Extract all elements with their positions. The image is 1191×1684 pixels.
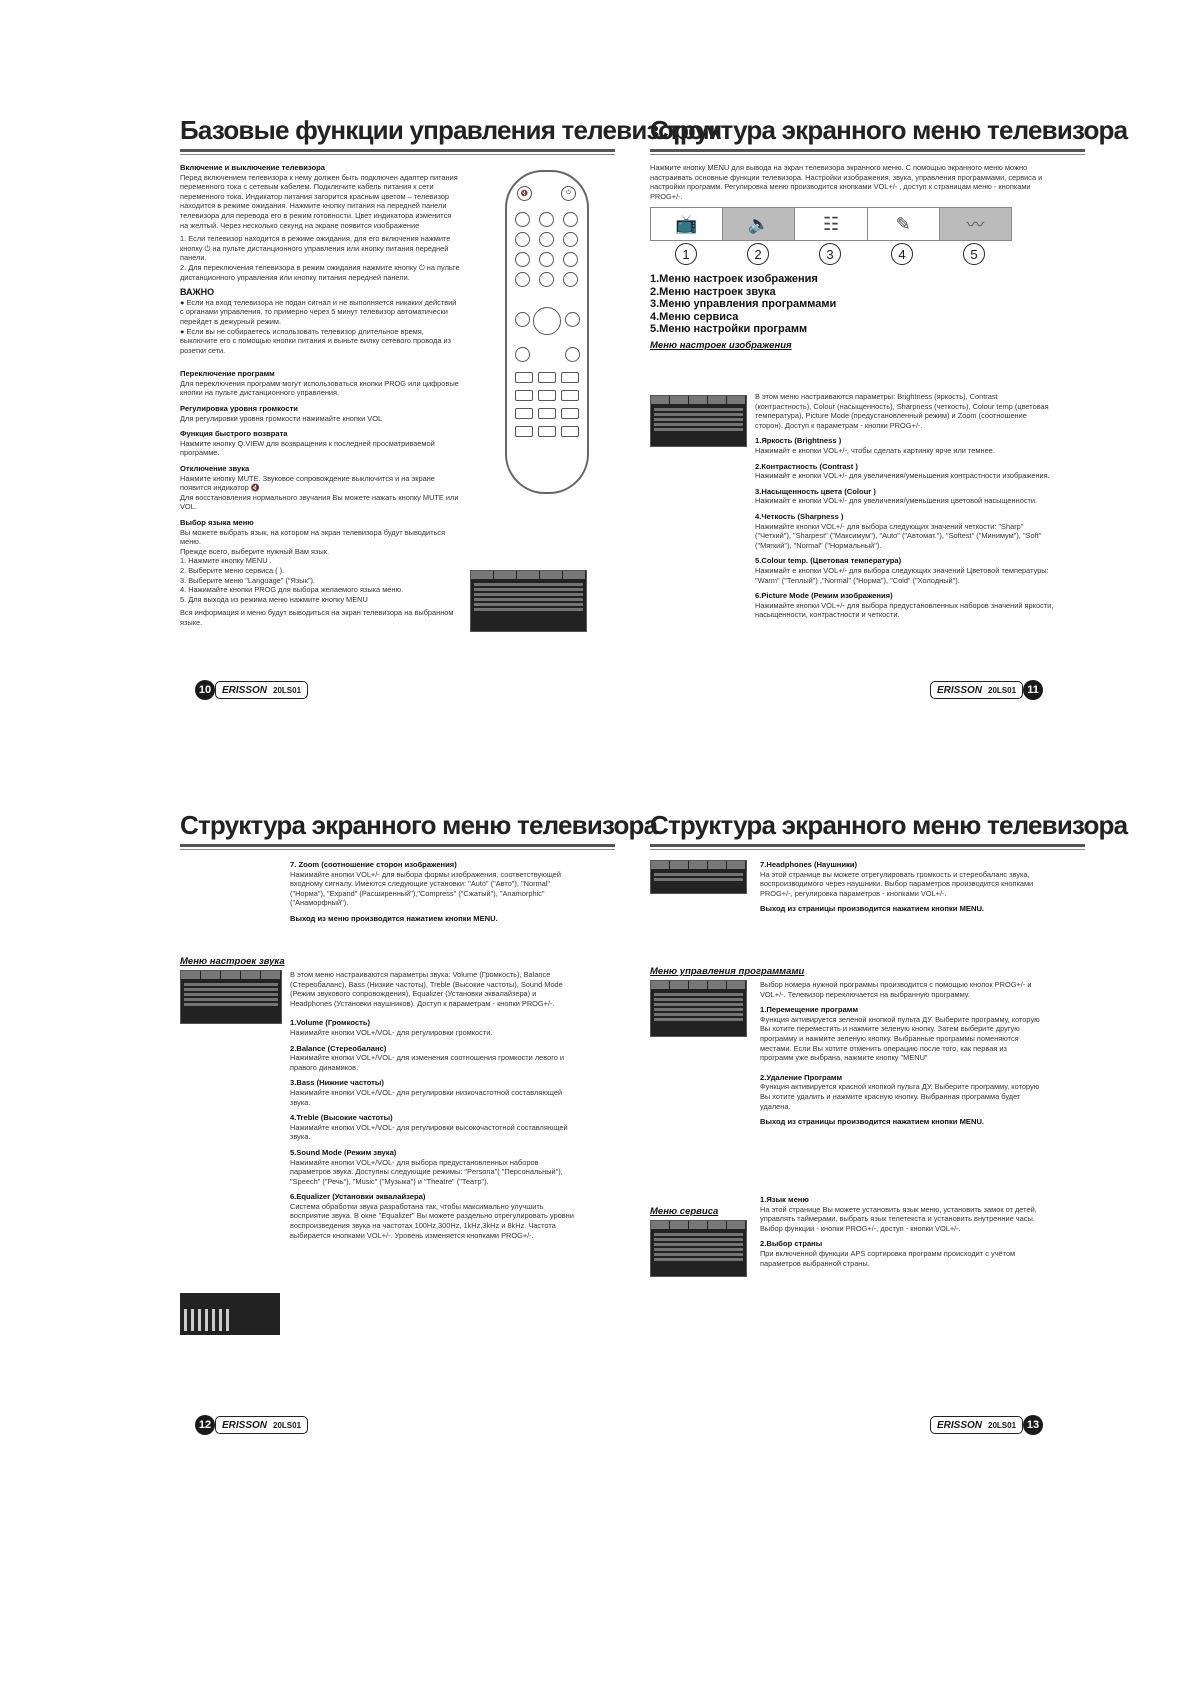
section-heading: Отключение звука xyxy=(180,464,250,474)
button-icon xyxy=(561,390,579,401)
item-heading: 4.Treble (Высокие частоты) xyxy=(290,1113,393,1123)
paragraph: Нажимайт е кнопки VOL+/- для увеличения/уменьшения контрастности изображения. xyxy=(755,471,1050,481)
menu-icon-strip xyxy=(650,207,1012,241)
brand-model: 20LS01 xyxy=(988,685,1017,695)
equalizer-screenshot xyxy=(180,1293,280,1335)
menu-list-item: 4.Меню сервиса xyxy=(650,310,739,323)
page-number: 13 xyxy=(1023,1415,1043,1435)
section-title: Меню настроек звука xyxy=(180,956,285,967)
program-menu-screenshot xyxy=(650,980,747,1037)
page-12 xyxy=(180,810,658,1450)
circle-number: 4 xyxy=(891,243,913,265)
item-heading: 1.Перемещение программ xyxy=(760,1005,858,1015)
button-icon xyxy=(538,408,556,419)
page-number: 12 xyxy=(195,1415,215,1435)
circle-number: 3 xyxy=(819,243,841,265)
step: 2. Выберите меню сервиса ( ). xyxy=(180,565,285,575)
digit-button-icon xyxy=(539,212,554,227)
menu-list-item: 1.Меню настроек изображения xyxy=(650,273,818,286)
digit-button-icon xyxy=(515,232,530,247)
brand-label xyxy=(215,681,308,699)
brand-model: 20LS01 xyxy=(988,1420,1017,1430)
title-rule-thin xyxy=(180,154,615,155)
paragraph: Нажимайте кнопки VOL+/- для выбора предустановленных наборов значений яркости, насыщенности, контрастности и четкости. xyxy=(755,600,1054,620)
menu-list-item: 2.Меню настроек звука xyxy=(650,285,776,298)
item-heading: 6.Equalizer (Установки эквалайзера) xyxy=(290,1192,426,1202)
button-icon xyxy=(515,408,533,419)
button-icon xyxy=(515,347,530,362)
title-rule xyxy=(180,844,615,847)
paragraph: Нажимайте кнопки VOL+/VOL- для регулировки высокочастотной составляющей звука. xyxy=(290,1122,568,1142)
sound-menu-icon: 🔈 xyxy=(723,208,795,240)
page-13 xyxy=(650,810,1128,1450)
step: 3. Выберите меню "Language" ("Язык"). xyxy=(180,575,315,585)
brand-name: ERISSON xyxy=(222,1419,268,1431)
digit-button-icon xyxy=(563,232,578,247)
page-footer xyxy=(195,680,308,700)
paragraph: Нажимайт е кнопки VOL+/- для увеличения/уменьшения цветовой насыщенности. xyxy=(755,496,1038,506)
step: 1. Нажмите кнопку MENU . xyxy=(180,556,272,566)
item-heading: 1.Яркость (Brightness ) xyxy=(755,436,842,446)
brand-label xyxy=(930,681,1023,699)
digit-button-icon xyxy=(563,272,578,287)
service-menu-icon: ✎ xyxy=(868,208,940,240)
paragraph: 2. Для переключения телевизора в режим ожидания нажмите кнопку ⏻ на пульте дистанционного управления или кнопку питания передней панели. xyxy=(180,262,460,282)
page-number: 10 xyxy=(195,680,215,700)
step: 4. Нажимайте кнопки PROG для выбора желаемого языка меню. xyxy=(180,585,404,595)
button-icon xyxy=(565,347,580,362)
page-title: Базовые функции управления телевизором xyxy=(180,115,722,145)
paragraph: ● Если вы не собираетесь использовать телевизор длительное время, выключите его с помощью кнопки питания и выньте вилку сетевого провода из розетки сети. xyxy=(180,326,452,355)
item-heading: 1.Язык меню xyxy=(760,1195,809,1204)
service-menu-screenshot xyxy=(470,570,587,632)
paragraph: Вся информация и меню будут выводиться на экран телевизора на выбранном языке. xyxy=(180,608,454,627)
menu-list-item: 3.Меню управления программами xyxy=(650,298,837,311)
item-heading: 2.Balance (Стереобаланс) xyxy=(290,1043,387,1053)
item-heading: 6.Picture Mode (Режим изображения) xyxy=(755,591,893,601)
brand-name: ERISSON xyxy=(222,684,268,696)
page-footer xyxy=(930,680,1043,700)
headphones-menu-screenshot xyxy=(650,860,747,894)
button-icon xyxy=(515,372,533,383)
paragraph: Нажимайт е кнопки VOL+/-, чтобы сделать картинку ярче или темнее. xyxy=(755,445,995,455)
paragraph: Функция активируется зеленой кнопкой пульта ДУ. Выберите программу, которую Вы хотите переместить и нажмите зеленую кнопку. Затем выберите другую программу и нажмите зеленую кнопку. Выбранные программы поменяются местами. Если Вы хотите отменить операцию после того, как первая из программ уже выбрана, нажмите кнопку "MENU" xyxy=(760,1014,1040,1063)
button-icon xyxy=(538,372,556,383)
paragraph: Нажмите кнопку Q.VIEW для возвращения к последней просматриваемой программе. xyxy=(180,438,435,458)
mute-icon: 🔇 xyxy=(517,186,532,201)
item-heading: 3.Bass (Нижние частоты) xyxy=(290,1078,384,1088)
page-number: 11 xyxy=(1023,680,1043,700)
paragraph: Для регулировки уровня громкости нажимайте кнопки VOL xyxy=(180,413,383,423)
paragraph: В этом меню настраиваются параметры звука: Volume (Громкость), Balance (Стереобаланс), Bass (Низкие частоты), Treble (Высокие частоты), Sound Mode (Режим звукового сопровождения), Equalizer (Установки эквалайзера) и Headphones (Установки наушников). Доступ к параметрам - кнопки PROG+/-. xyxy=(290,970,563,1008)
exit-note: Выход из страницы производится нажатием кнопки MENU. xyxy=(760,904,985,914)
title-rule xyxy=(180,149,615,152)
exit-note: Выход из меню производится нажатием кнопки MENU. xyxy=(290,913,498,923)
item-heading: 4.Четкость (Sharpness ) xyxy=(755,511,844,521)
program-menu-icon: ☷ xyxy=(795,208,867,240)
brand-model: 20LS01 xyxy=(273,685,302,695)
important-heading: ВАЖНО xyxy=(180,287,215,298)
section-heading: Выбор языка меню xyxy=(180,518,254,527)
paragraph: 1. Если телевизор находится в режиме ожидания, для его включения нажмите кнопку ⏻ на пульте дистанционного управления или кнопку питания передней панели. xyxy=(180,234,451,263)
paragraph: При включенной функции APS сортировка программ происходит с учётом параметров выбранной страны. xyxy=(760,1248,1016,1268)
menu-numbers xyxy=(650,243,1010,265)
brand-model: 20LS01 xyxy=(273,1420,302,1430)
button-icon xyxy=(561,426,579,437)
menu-button-icon xyxy=(533,307,561,335)
item-heading: 1.Volume (Громкость) xyxy=(290,1018,371,1028)
vol-up-icon xyxy=(565,312,580,327)
paragraph: Нажмите кнопку MUTE. Звуковое сопровождение выключится и на экране появится индикатор 🔇 xyxy=(180,473,435,493)
paragraph: Для восстановления нормального звучания Вы можете нажать кнопку MUTE или VOL. xyxy=(180,492,459,512)
digit-button-icon xyxy=(515,252,530,267)
digit-button-icon xyxy=(539,252,554,267)
digit-button-icon xyxy=(563,212,578,227)
section-title: Меню сервиса xyxy=(650,1206,719,1217)
item-heading: 5.Colour temp. (Цветовая температура) xyxy=(755,556,902,566)
circle-number: 1 xyxy=(675,243,697,265)
digit-button-icon xyxy=(563,252,578,267)
item-heading: 7.Headphones (Наушники) xyxy=(760,860,858,869)
paragraph: Нажимайте кнопки VOL+/VOL- для изменения соотношения громкости левого и правого динамиков. xyxy=(290,1053,565,1072)
picture-menu-icon: 📺 xyxy=(651,208,723,240)
section-heading: Регулировка уровня громкости xyxy=(180,404,298,414)
page-title: Структура экранного меню телевизора xyxy=(650,810,1128,840)
item-heading: 2.Контрастность (Contrast ) xyxy=(755,461,858,471)
digit-button-icon xyxy=(539,232,554,247)
paragraph: Нажимайте кнопки VOL+/VOL- для выбора предустановленных наборов параметров звука. Доступны следующие режимы: "Persona"( "Персональный"), "Speech" ("Речь"), "Music" ("Музыка") и "Theatre" ("Театр"). xyxy=(290,1157,563,1186)
section-title: Меню управления программами xyxy=(650,966,805,977)
brand-label xyxy=(215,1416,308,1434)
digit-button-icon xyxy=(515,272,530,287)
paragraph: Нажимайте кнопки VOL+/- для выбора следующих значений четкости: "Sharp" ("Четкий"), "Sharpest" ("Максимум"), "Auto" ("Автомат."), "Softest" ("Минимум"), "Soft" ("Мягкий"), "Normal" ("Нормальный"). xyxy=(755,521,1042,550)
item-heading: 5.Sound Mode (Режим звука) xyxy=(290,1147,397,1157)
section-heading: Функция быстрого возврата xyxy=(180,429,288,439)
button-icon xyxy=(561,372,579,383)
power-icon: ⏻ xyxy=(561,186,576,201)
paragraph: ● Если на вход телевизора не подан сигнал и не выполняется никаких действий с органами управления, то примерно через 5 минут телевизор автоматически перейдет в дежурный режим. xyxy=(180,297,457,326)
button-icon xyxy=(561,408,579,419)
page-title: Структура экранного меню телевизора xyxy=(180,810,658,840)
title-rule xyxy=(650,844,1085,847)
picture-menu-screenshot xyxy=(650,395,747,447)
exit-note: Выход из страницы производится нажатием кнопки MENU. xyxy=(760,1117,985,1127)
intro-text: Нажмите кнопку MENU для вывода на экран телевизора экранного меню. С помощью экранного меню можно настраивать основные функции телевизора. Настройки изображения, звука, управления программами, сервиса и настройки программ. Регулировка меню производится кнопками VOL+/- , доступ к страницам меню - кнопками PROG+/-. xyxy=(650,163,1043,201)
paragraph: Вы можете выбрать язык, на котором на экран телевизора будут выводиться меню. xyxy=(180,527,446,547)
section-heading: Включение и выключение телевизора xyxy=(180,163,325,172)
step: 5. Для выхода из режима меню нажмите кнопку MENU xyxy=(180,594,368,604)
sound-menu-screenshot xyxy=(180,970,282,1024)
paragraph: Нажимайт е кнопки VOL+/- для выбора следующих значений Цветовой температуры: "Warm" ("Теплый") ,"Normal" ("Норма"), "Cold" ("Холодный"). xyxy=(755,565,1049,585)
page-title: Структура экранного меню телевизора xyxy=(650,115,1128,145)
digit-button-icon xyxy=(515,212,530,227)
item-heading: 3.Насыщенность цвета (Colour ) xyxy=(755,486,876,496)
title-rule xyxy=(650,149,1085,152)
page-footer xyxy=(930,1415,1043,1435)
digit-button-icon xyxy=(539,272,554,287)
paragraph: Нажимайте кнопки VOL+/VOL- для регулировки громкости. xyxy=(290,1027,493,1037)
paragraph: Нажимайте кнопки VOL+/- для выбора формы изображения, соответствующей входному сигналу. Имеются следующие установки: "Auto" ("Авто"), "Normal" ("Норма"), "Expand" (Расширенный"),"Compress" ("Сжатый"), "Anamorphic" ("Анаморфный"). xyxy=(290,869,562,908)
service-menu-screenshot xyxy=(650,1220,747,1277)
item-heading: 2.Удаление Программ xyxy=(760,1072,843,1082)
paragraph: На этой странице Вы можете установить язык меню, установить замок от детей, управлять таймерами, выбрать язык телетекста и установить внутренние часы. Выбор функции - кнопки PROG+/-, доступ - кнопки VOL+/-. xyxy=(760,1204,1037,1233)
page-11 xyxy=(650,115,1128,755)
paragraph: Функция активируется красной кнопкой пульта ДУ. Выберите программу, которую Вы хотите удалить и нажмите красную кнопку. Выбранная программа будет удалена. xyxy=(760,1082,1040,1111)
title-rule-thin xyxy=(650,849,1085,850)
circle-number: 5 xyxy=(963,243,985,265)
paragraph: На этой странице вы можете отрегулировать громкость и стереобаланс звука, воспроизводимого через наушники. Выбор параметров производится кнопками PROG+/-, регулировка параметров - кнопками VOL+/-. xyxy=(760,869,1034,898)
menu-list-item: 5.Меню настройки программ xyxy=(650,323,808,336)
title-rule-thin xyxy=(180,849,615,850)
brand-name: ERISSON xyxy=(937,1419,983,1431)
paragraph: Нажимайте кнопки VOL+/VOL- для регулировки низкочастотной составляющей звука. xyxy=(290,1087,563,1107)
button-icon xyxy=(538,390,556,401)
button-icon xyxy=(538,426,556,437)
paragraph: Прежде всего, выберите нужный Вам язык. xyxy=(180,546,330,556)
brand-name: ERISSON xyxy=(937,684,983,696)
section-title: Меню настроек изображения xyxy=(650,339,792,351)
tuning-menu-icon: 〰 xyxy=(940,208,1011,240)
vol-down-icon xyxy=(515,312,530,327)
title-rule-thin xyxy=(650,154,1085,155)
paragraph: Выбор номера нужной программы производится с помощью кнопок PROG+/- и VOL+/-. Телевизор переключается на выбранную программу. xyxy=(760,980,1032,999)
paragraph: Для переключения программ могут использоваться кнопки PROG или цифровые кнопки на пульте дистанционного управления. xyxy=(180,378,459,398)
page-footer xyxy=(195,1415,308,1435)
item-heading: 2.Выбор страны xyxy=(760,1239,823,1249)
button-icon xyxy=(515,390,533,401)
section-heading: Переключение программ xyxy=(180,369,275,379)
item-heading: 7. Zoom (соотношение сторон изображения) xyxy=(290,860,457,869)
button-icon xyxy=(515,426,533,437)
remote-control-illustration xyxy=(505,170,589,494)
paragraph: В этом меню настраиваются параметры: Brightness (яркость), Contrast (контрастность), Colour (насыщенность), Sharpness (четкость), Colour temp (цветовая температура), Picture Mode (предустановленный режим) и Zoom (соотношение сторон). Доступ к параметрам - кнопки PROG+/-. xyxy=(755,392,1049,430)
paragraph: Перед включением телевизора к нему должен быть подключен адаптер питания переменного тока с сетевым кабелем. Подключите кабель питания к сети переменного тока. Индикатор питания загорится красным цветом – телевизор находится в режиме ожидания. Нажмите кнопку питания на передней панели телевизора для перевода его в режим готовности. Цвет индикатора изменится на желтый. Через несколько секунд на экране появится изображение xyxy=(180,172,458,230)
brand-label xyxy=(930,1416,1023,1434)
circle-number: 2 xyxy=(747,243,769,265)
paragraph: Система обработки звука разработана так, чтобы максимально улучшить восприятие звука. В окне "Equalizer" Вы можете раздельно отрегулировать уровни воспроизведения звука на частотах 100Hz,300Hz, 1kHz,3kHz и 8kHz. Частота выбирается кнопками VOL+/-. Уровень изменяется кнопками PROG+/-. xyxy=(290,1201,574,1240)
